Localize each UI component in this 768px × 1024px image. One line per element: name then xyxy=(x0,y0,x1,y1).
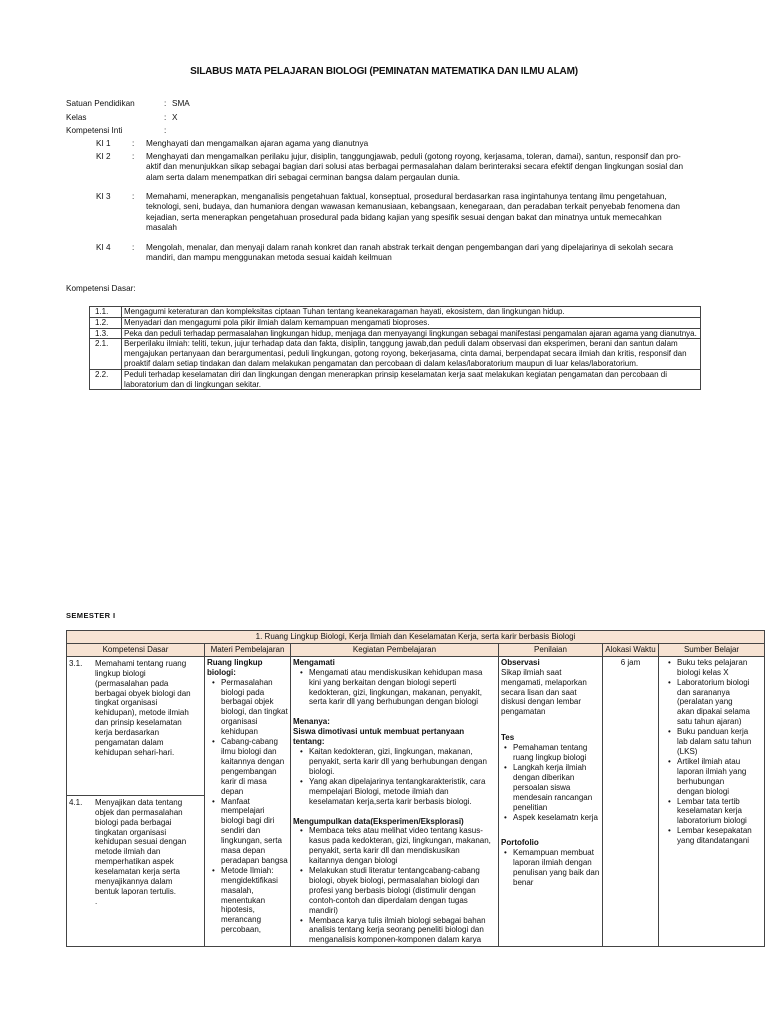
ki-code: KI 4 xyxy=(96,243,111,252)
col-header: Penilaian xyxy=(499,643,603,656)
kegiatan-item: • Kaitan kedokteran, gizi, lingkungan, makanan, penyakit, serta karir dll yang berhubungan dengan biologi. xyxy=(309,747,496,777)
portofolio-list xyxy=(501,848,600,888)
alokasi-cell: 6 jam xyxy=(603,656,659,946)
kd-entry-no: 4.1. xyxy=(69,797,83,807)
kd-text: Peduli terhadap keselamatan diri dan lingkungan dengan menerapkan prinsip keselamatan kerja saat melakukan kegiatan pengamatan dan percobaan di laboratorium dan di lingkungan sekitar. xyxy=(122,369,701,390)
penilaian-item: • Pemahaman tentang ruang lingkup biologi xyxy=(513,743,600,763)
kd-no: 2.2. xyxy=(90,369,122,390)
sumber-item: • Buku teks pelajaran biologi kelas X xyxy=(677,658,752,678)
col-header: Kegiatan Pembelajaran xyxy=(291,643,499,656)
ki-sep: : xyxy=(132,192,135,201)
unit-title: 1. Ruang Lingkup Biologi, Kerja Ilmiah dan Keselamatan Kerja, serta karir berbasis Biologi xyxy=(67,631,765,644)
portofolio-heading: Portofolio xyxy=(501,838,539,848)
menanya-sub: Siswa dimotivasi untuk membuat pertanyaan tentang: xyxy=(293,727,465,747)
meta-kompetensi-inti xyxy=(66,126,167,136)
materi-item: • Manfaat mempelajari biologi bagi diri sendiri dan lingkungan, serta masa depan peradapan bangsa xyxy=(221,797,288,866)
ki-code: KI 1 xyxy=(96,139,111,148)
kd-no: 2.1. xyxy=(90,339,122,369)
meta-value: X xyxy=(172,113,178,122)
col-header: Sumber Belajar xyxy=(659,643,765,656)
meta-label: Kompetensi Inti xyxy=(66,126,123,135)
kegiatan-item: • Melakukan studi literatur tentangcabang-cabang biologi, obyek biologi, permasalahan biologi dan profesi yang berbasis biologi (distimulir dengan contoh-contoh dan diperdalam dengan tugas mandiri) xyxy=(309,866,496,916)
meta-label: Kelas xyxy=(66,113,87,122)
kd-row xyxy=(90,307,701,318)
materi-heading: Ruang lingkup biologi: xyxy=(207,657,263,677)
content-row xyxy=(67,656,765,946)
sumber-list xyxy=(661,658,762,846)
kd-row xyxy=(90,317,701,328)
col-header: Materi Pembelajaran xyxy=(205,643,291,656)
menanya-heading: Menanya: xyxy=(293,717,330,727)
ki-code: KI 2 xyxy=(96,152,111,161)
kd-entry-text: Menyajikan data tentang objek dan permasalahan biologi pada berbagai tingkatan organisasi kehidupan sesuai dengan metode ilmiah dan memperhatikan aspek keselamatan kerja serta menyajikannya dalam bentuk laporan tertulis. xyxy=(95,797,187,896)
materi-item: • Permasalahan biologi pada berbagai objek biologi, dan tingkat organisasi kehidupan xyxy=(221,678,288,737)
penilaian-cell xyxy=(499,656,603,946)
mengamati-list xyxy=(293,668,496,708)
mengamati-heading: Mengamati xyxy=(293,657,335,667)
meta-kelas xyxy=(66,113,178,123)
materi-item: • Metode Ilmiah: mengidektifikasi masalah, menentukan hipotesis, merancang percobaan, xyxy=(221,866,288,935)
sumber-item: • Buku panduan kerja lab dalam satu tahun (LKS) xyxy=(677,727,752,757)
ki-sep: : xyxy=(132,139,135,148)
ki-sep: : xyxy=(132,243,135,252)
kegiatan-item: • Yang akan dipelajarinya tentangkarakteristik, cara mempelajari Biologi, metode ilmiah dan keselamatan kerja,serta karir berbasis biologi. xyxy=(309,777,496,807)
ki-text: Menghayati dan mengamalkan perilaku jujur, disiplin, tanggungjawab, peduli (gotong royong, kerjasama, toleran, damai), santun, responsif dan pro-aktif dan menunjukkan sikap sebagai bagian dari solusi atas berbagai permasalahan dalam berinteraksi secara efektif dengan lingkungan sosial dan alam serta dalam menempatkan diri sebagai cerminan bangsa dalam pergaulan dunia. xyxy=(146,152,684,182)
kd-cell xyxy=(67,656,205,946)
unit-title-row xyxy=(67,631,765,644)
kd-text: Peka dan peduli terhadap permasalahan lingkungan hidup, menjaga dan menyayangi lingkungan sebagai manifestasi pengamalan ajaran agama yang dianutnya. xyxy=(122,328,701,339)
penilaian-item: • Kemampuan membuat laporan ilmiah dengan penulisan yang baik dan benar xyxy=(513,848,600,888)
meta-sep: : xyxy=(164,126,167,135)
kd-table xyxy=(89,306,701,390)
kd-no: 1.2. xyxy=(90,317,122,328)
kd-entry xyxy=(67,657,204,796)
penilaian-item: • Langkah kerja ilmiah dengan diberikan persoalan siswa mendesain rancangan penelitian xyxy=(513,763,600,813)
meta-satuan xyxy=(66,99,190,109)
ki-code: KI 3 xyxy=(96,192,111,201)
kd-entry-text: Memahami tentang ruang lingkup biologi (permasalahan pada berbagai obyek biologi dan tingkat organisasi kehidupan), metode ilmiah dan prinsip keselamatan kerja berdasarkan pengamatan dalam kehidupan sehari-hari. xyxy=(95,658,191,757)
meta-sep: : xyxy=(164,99,167,108)
materi-list xyxy=(207,678,288,936)
tes-list xyxy=(501,743,600,822)
kd-row xyxy=(90,328,701,339)
mengumpulkan-heading: Mengumpulkan data(Eksperimen/Eksplorasi) xyxy=(293,816,464,826)
syllabus-table xyxy=(66,630,765,947)
kd-label: Kompetensi Dasar: xyxy=(66,284,136,293)
observasi-heading: Observasi xyxy=(501,657,540,667)
kd-text: Menyadari dan mengagumi pola pikir ilmiah dalam kemampuan mengamati bioproses. xyxy=(122,317,701,328)
meta-value: SMA xyxy=(172,99,190,108)
kd-no: 1.3. xyxy=(90,328,122,339)
sumber-cell xyxy=(659,656,765,946)
header-row xyxy=(67,643,765,656)
kd-entry-text: . xyxy=(95,896,98,906)
sumber-item: • Lembar tata tertib keselamatan kerja laboratorium biologi xyxy=(677,797,752,827)
ki-text: Menghayati dan mengamalkan ajaran agama yang dianutnya xyxy=(146,139,369,148)
mengumpulkan-list xyxy=(293,826,496,945)
sumber-item: • Artikel ilmiah atau laporan ilmiah yang berhubungan dengan biologi xyxy=(677,757,752,797)
menanya-list xyxy=(293,747,496,806)
kd-text: Mengagumi keteraturan dan kompleksitas ciptaan Tuhan tentang keanekaragaman hayati, ekosistem, dan lingkungan hidup. xyxy=(122,307,701,318)
kegiatan-item: • Membaca teks atau melihat video tentang kasus-kasus pada kedokteran, gizi, lingkungan, makanan, penyakit, serta karir dll dan mendiskusikan kaitannya dengan biologi xyxy=(309,826,496,866)
kd-text: Berperilaku ilmiah: teliti, tekun, jujur terhadap data dan fakta, disiplin, tanggung jawab,dan peduli dalam observasi dan eksperimen, berani dan santun dalam mengajukan pertanyaan dan berargumentasi, peduli lingkungan, gotong royong, bekerjasama, cinta damai, berpendapat secara ilmiah dan kritis, responsif dan proaktif dalam setiap tindakan dan dalam melakukan pengamatan dan percobaan di dalam kelas/laboratorium maupun di luar kelas/laboratorium. xyxy=(122,339,701,369)
materi-cell xyxy=(205,656,291,946)
kd-row xyxy=(90,369,701,390)
penilaian-item: • Aspek keselamatn kerja xyxy=(513,813,600,823)
col-header: Alokasi Waktu xyxy=(603,643,659,656)
col-header: Kompetensi Dasar xyxy=(67,643,205,656)
kegiatan-item: • Membaca karya tulis ilmiah biologi sebagai bahan analisis tentang kerja seorang peneliti biologi dan menganalisis komponen-komponen dalam karya xyxy=(309,916,496,946)
kd-row xyxy=(90,339,701,369)
observasi-text: Sikap ilmiah saat mengamati, melaporkan secara lisan dan saat diskusi dengan lembar pengamatan xyxy=(501,667,587,717)
meta-sep: : xyxy=(164,113,167,122)
ki-text: Mengolah, menalar, dan menyaji dalam ranah konkret dan ranah abstrak terkait dengan pengembangan dari yang dipelajarinya di sekolah secara mandiri, dan mampu menggunakan metoda sesuai kaidah keilmuan xyxy=(146,243,674,263)
page-title: SILABUS MATA PELAJARAN BIOLOGI (PEMINATAN MATEMATIKA DAN ILMU ALAM) xyxy=(190,66,578,77)
kegiatan-cell xyxy=(291,656,499,946)
kd-entry-no: 3.1. xyxy=(69,658,83,668)
ki-text: Memahami, menerapkan, menganalisis pengetahuan faktual, konseptual, prosedural berdasarkan rasa ingintahunya tentang ilmu pengetahuan, teknologi, seni, budaya, dan humaniora dengan wawasan kemanusiaan, kebangsaan, kenegaraan, dan peradaban terkait penyebab fenomena dan kejadian, serta menerapkan pengetahuan prosedural pada bidang kajian yang spesifik sesuai dengan bakat dan minatnya untuk memecahkan masalah xyxy=(146,192,680,232)
materi-item: • Cabang-cabang ilmu biologi dan kaitannya dengan pengembangan karir di masa depan xyxy=(221,737,288,796)
tes-heading: Tes xyxy=(501,733,515,743)
meta-label: Satuan Pendidikan xyxy=(66,99,135,108)
sumber-item: • Laboratorium biologi dan sarananya (peralatan yang akan dipakai selama satu tahun ajaran) xyxy=(677,678,752,728)
semester-label: SEMESTER I xyxy=(66,611,116,620)
kd-entry xyxy=(67,796,204,907)
kegiatan-item: • Mengamati atau mendiskusikan kehidupan masa kini yang berkaitan dengan biologi seperti kedokteran, gizi, lingkungan, makanan, penyakit, serta karir dll yang berhubungan dengan biologi xyxy=(309,668,496,708)
kd-no: 1.1. xyxy=(90,307,122,318)
sumber-item: • Lembar kesepakatan yang ditandatangani xyxy=(677,826,752,846)
ki-sep: : xyxy=(132,152,135,161)
